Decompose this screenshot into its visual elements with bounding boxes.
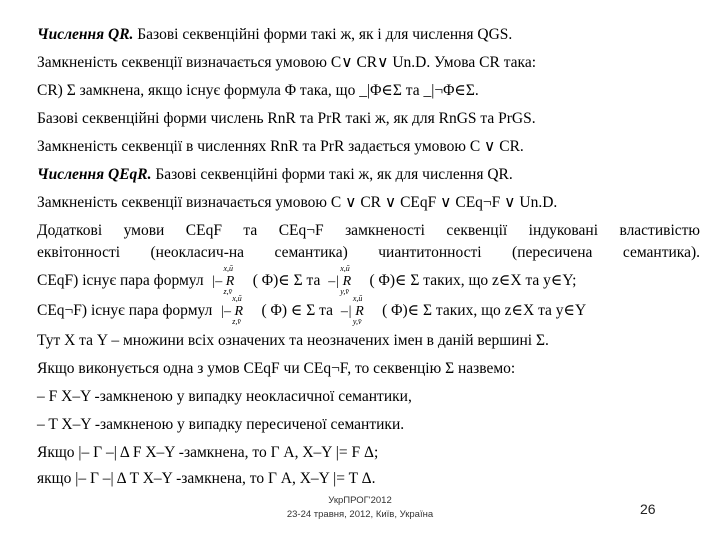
text-line-4: Базові секвенційні форми числень RnR та PrR такі ж, як для RnGS та PrGS.: [37, 110, 536, 127]
text-line-12: Тут X та Y – множини всіх означених та неозначених імен в даній вершині Σ.: [37, 332, 549, 349]
text-line-6: [37, 165, 700, 185]
text-line-7: Замкненість секвенції визначається умовою C ∨ CR ∨ CEqF ∨ CEq¬F ∨ Un.D.: [37, 194, 558, 211]
line-1-body: Базові секвенційні форми такі ж, як і для числення QGS.: [137, 26, 513, 43]
text-line-10: CEqF) існує пара формул |– R x,ū z,v̄ ( Φ)∈ Σ та –| R x,ū y,v̄ ( Φ)∈ Σ таких, що z∈X та y∈Y;: [37, 264, 577, 296]
r-formula-3: |– R x,ū z,v̄: [220, 294, 244, 326]
page-number: 26: [640, 501, 656, 517]
text-line-15: – T X–Y -замкненою у випадку пересиченої семантики.: [37, 416, 405, 433]
text-line-8: Додаткові умови CEqF та CEq¬F замкненості секвенції індуковані властивістю: [37, 222, 700, 239]
footer-date-place: 23-24 травня, 2012, Київ, Україна: [286, 509, 434, 520]
text-line-9: еквітонності (неокласич-на семантика) чиантитонності (пересичена семантика).: [37, 244, 700, 261]
text-line-2: Замкненість секвенції визначається умовою C∨ CR∨ Un.D. Умова CR така:: [37, 54, 537, 71]
text-line-3: CR) Σ замкнена, якщо існує формула Φ така, що _|Φ∈Σ та _|¬Φ∈Σ.: [37, 82, 479, 99]
section-heading-qeqr: Числення QEqR.: [37, 166, 152, 183]
r-formula-2: –| R x,ū y,v̄: [328, 264, 352, 296]
text-line-5: Замкненість секвенції в численнях RnR та PrR задається умовою C ∨ CR.: [37, 138, 524, 155]
text-line-14: – F X–Y -замкненою у випадку неокласичної семантики,: [37, 388, 412, 405]
line-6-body: Базові секвенційні форми такі ж, як для числення QR.: [155, 166, 513, 183]
text-line-13: Якщо виконується одна з умов CEqF чи CEq¬F, то секвенцію Σ назвемо:: [37, 360, 516, 377]
text-line-17: якщо |– Γ –| Δ T X–Y -замкнена, то Γ A, X–Y |= T Δ.: [37, 470, 376, 487]
text-line-11: CEq¬F) існує пара формул |– R x,ū z,v̄ ( Φ) ∈ Σ та –| R x,ū y,v̄ ( Φ)∈ Σ таких, що z∈X та y∈Y: [37, 294, 587, 326]
text-line-16: Якщо |– Γ –| Δ F X–Y -замкнена, то Γ A, X–Y |= F Δ;: [37, 444, 379, 461]
text-line-1: [37, 25, 700, 45]
r-formula-1: |– R x,ū z,v̄: [211, 264, 235, 296]
section-heading-qr: Числення QR.: [37, 26, 134, 43]
footer-conference: УкрПРОГ'2012: [328, 495, 392, 506]
r-formula-4: –| R x,ū y,v̄: [340, 294, 364, 326]
